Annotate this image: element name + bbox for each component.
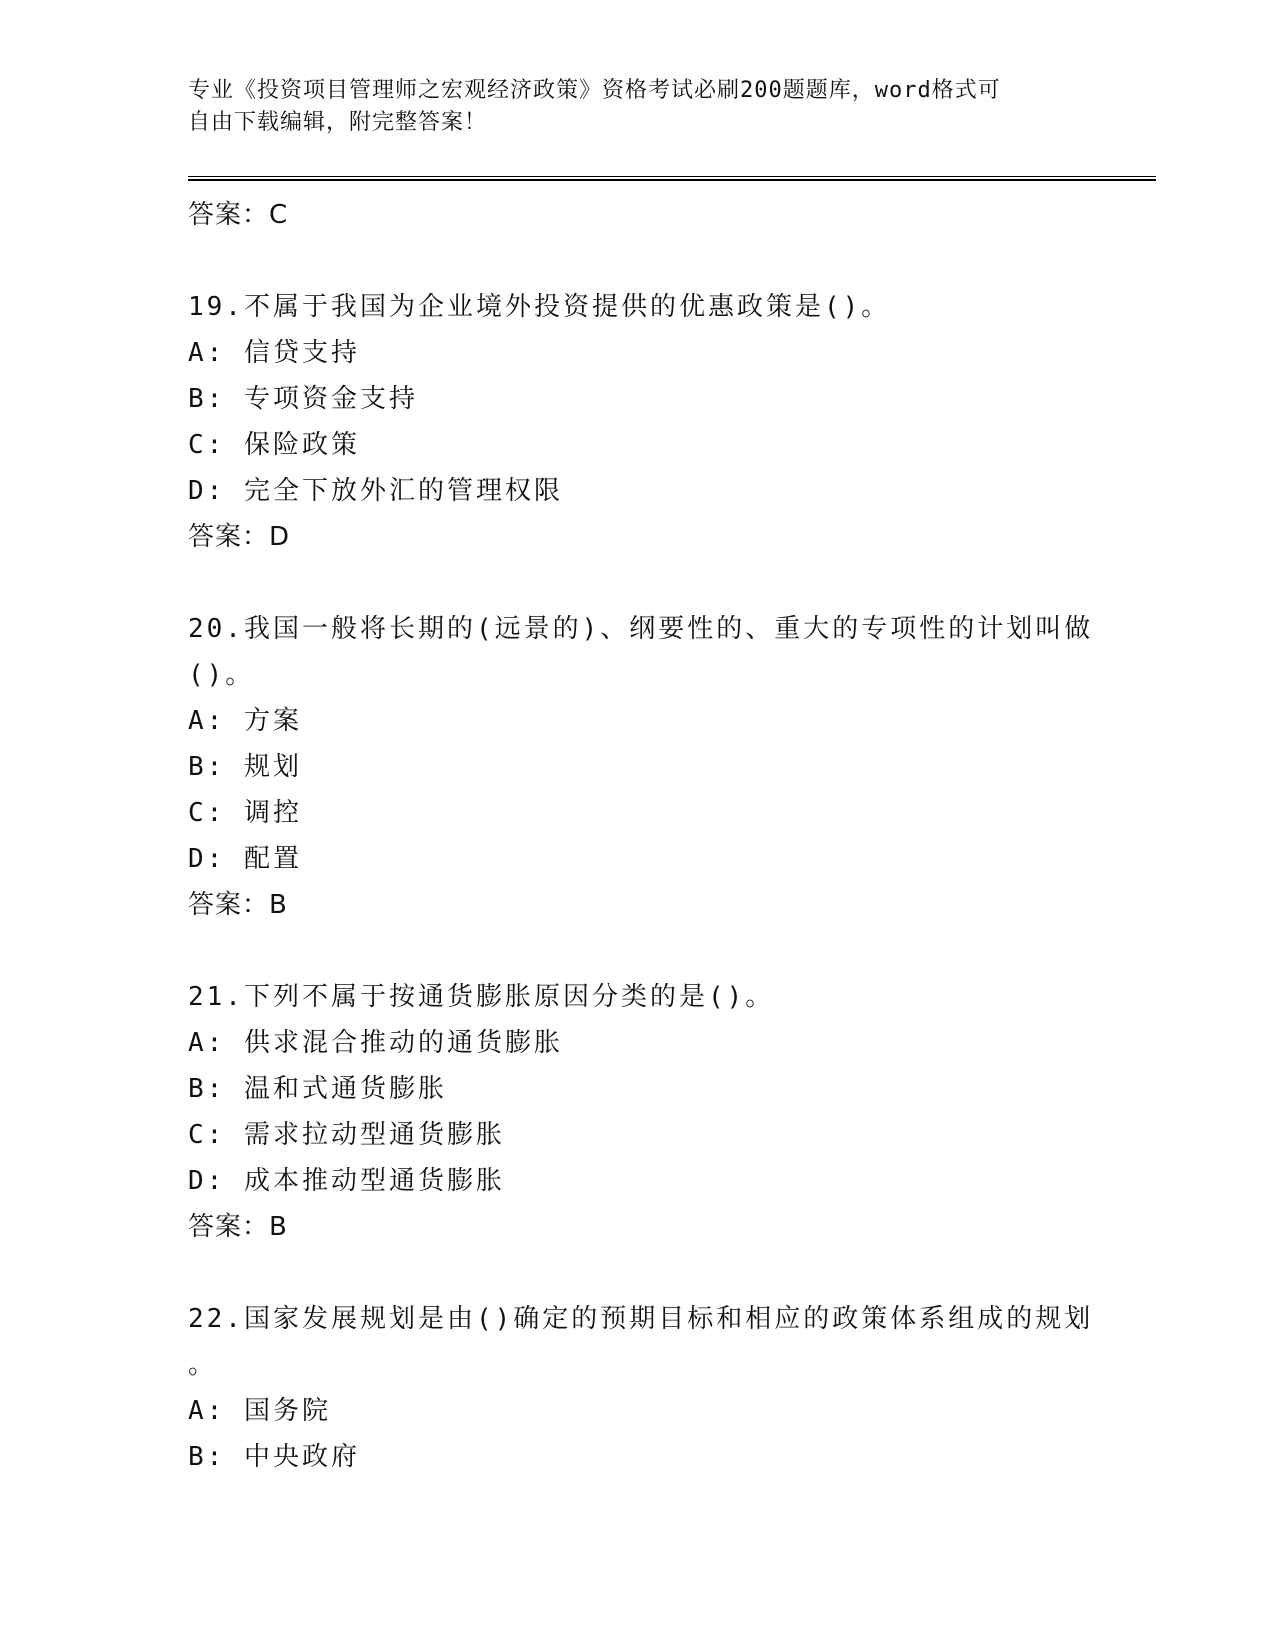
option-b: B: 规划 [188, 752, 302, 782]
question-stem: 19.不属于我国为企业境外投资提供的优惠政策是()。 [188, 292, 891, 322]
question-22 [188, 1296, 1094, 1480]
question-19 [188, 284, 1088, 560]
question-stem-continued: ()。 [188, 660, 255, 690]
spacer [188, 238, 1088, 284]
question-stem: 22.国家发展规划是由()确定的预期目标和相应的政策体系组成的规划 [188, 1304, 1094, 1334]
option-c: C: 调控 [188, 798, 302, 828]
spacer [188, 1250, 1088, 1296]
header-line-2: 自由下载编辑，附完整答案！ [188, 110, 488, 135]
option-a: A: 国务院 [188, 1396, 331, 1426]
answer-line: 答案：C [188, 200, 289, 230]
question-stem: 21.下列不属于按通货膨胀原因分类的是()。 [188, 982, 775, 1012]
option-c: C: 需求拉动型通货膨胀 [188, 1120, 505, 1150]
option-a: A: 供求混合推动的通货膨胀 [188, 1028, 563, 1058]
option-b: B: 温和式通货膨胀 [188, 1074, 447, 1104]
option-c: C: 保险政策 [188, 430, 360, 460]
header-divider [188, 176, 1156, 181]
spacer [188, 560, 1088, 606]
option-b: B: 中央政府 [188, 1442, 360, 1472]
answer-line: 答案：B [188, 1212, 288, 1242]
question-stem: 20.我国一般将长期的(远景的)、纲要性的、重大的专项性的计划叫做 [188, 614, 1094, 644]
header-line-1: 专业《投资项目管理师之宏观经济政策》资格考试必刷200题题库，word格式可 [188, 78, 1001, 103]
option-d: D: 配置 [188, 844, 302, 874]
option-b: B: 专项资金支持 [188, 384, 418, 414]
option-d: D: 完全下放外汇的管理权限 [188, 476, 563, 506]
question-20 [188, 606, 1094, 928]
question-21 [188, 974, 1088, 1250]
option-a: A: 信贷支持 [188, 338, 360, 368]
answer-line: 答案：D [188, 522, 291, 552]
document-header [188, 75, 1068, 139]
option-d: D: 成本推动型通货膨胀 [188, 1166, 505, 1196]
option-a: A: 方案 [188, 706, 302, 736]
answer-line: 答案：B [188, 890, 288, 920]
spacer [188, 928, 1088, 974]
question-stem-continued: 。 [188, 1350, 218, 1380]
question-list [188, 192, 1094, 1480]
